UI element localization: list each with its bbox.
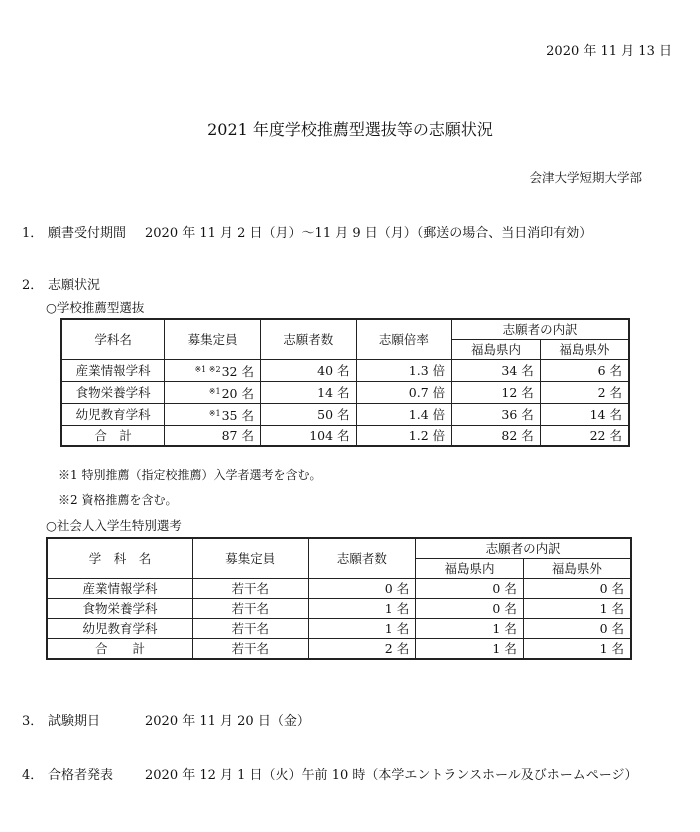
document-title: 2021 年度学校推薦型選抜等の志願状況	[207, 120, 493, 139]
cell-dept: 幼児教育学科	[61, 404, 165, 426]
footnote-1: ※1 特別推薦（指定校推薦）入学者選考を含む。	[58, 468, 322, 482]
cell-out-pref: 6 名	[540, 360, 629, 382]
section-value: 2020 年 11 月 2 日（月）～11 月 9 日（月）（郵送の場合、当日消印有効）	[145, 226, 593, 241]
cell-applicants: 1 名	[308, 619, 416, 639]
section-application-status	[22, 274, 100, 293]
cell-out-pref: 22 名	[540, 426, 629, 447]
table-row	[47, 599, 631, 619]
cell-ratio: 1.2 倍	[356, 426, 452, 447]
section-number: 1．	[22, 226, 44, 241]
cell-ratio: 1.4 倍	[356, 404, 452, 426]
cell-out-pref: 0 名	[523, 619, 631, 639]
header-dept: 学 科 名	[47, 538, 193, 579]
cell-dept: 産業情報学科	[61, 360, 165, 382]
cell-capacity: 若干名	[193, 619, 309, 639]
cell-dept: 産業情報学科	[47, 579, 193, 599]
header-dept: 学科名	[61, 319, 165, 360]
header-breakdown: 志願者の内訳	[416, 538, 631, 559]
cell-in-pref: 12 名	[452, 382, 541, 404]
cell-capacity-value: 32 名	[221, 364, 254, 379]
section-application-period	[22, 222, 682, 241]
cell-in-pref: 1 名	[416, 639, 524, 660]
cell-capacity	[165, 382, 261, 404]
cell-applicants: 2 名	[308, 639, 416, 660]
cell-ratio: 0.7 倍	[356, 382, 452, 404]
cell-capacity-value: 35 名	[221, 408, 254, 423]
cell-capacity	[165, 360, 261, 382]
cell-capacity	[165, 404, 261, 426]
cell-dept: 合 計	[47, 639, 193, 660]
table-row	[47, 619, 631, 639]
cell-out-pref: 1 名	[523, 599, 631, 619]
cell-out-pref: 14 名	[540, 404, 629, 426]
cell-ratio: 1.3 倍	[356, 360, 452, 382]
header-applicants: 志願者数	[260, 319, 356, 360]
footnote-2: ※2 資格推薦を含む。	[58, 493, 178, 507]
cell-applicants: 1 名	[308, 599, 416, 619]
cell-capacity: 87 名	[165, 426, 261, 447]
cell-capacity: 若干名	[193, 639, 309, 660]
cell-applicants: 104 名	[260, 426, 356, 447]
section-number: 4．	[22, 768, 44, 783]
section-number: 3．	[22, 714, 44, 729]
cell-applicants: 40 名	[260, 360, 356, 382]
table1-caption: ○学校推薦型選抜	[46, 300, 145, 315]
document-date: 2020 年 11 月 13 日	[546, 44, 672, 59]
header-capacity: 募集定員	[193, 538, 309, 579]
header-ratio: 志願倍率	[356, 319, 452, 360]
section-value: 2020 年 12 月 1 日（火）午前 10 時（本学エントランスホール及びホームページ）	[145, 768, 638, 783]
header-out-pref: 福島県外	[523, 559, 631, 579]
footnote-mark: ※1	[208, 387, 221, 396]
table-row	[61, 360, 629, 382]
section-value: 2020 年 11 月 20 日（金）	[145, 714, 310, 729]
header-capacity: 募集定員	[165, 319, 261, 360]
table-row	[61, 404, 629, 426]
section-label: 願書受付期間	[48, 226, 127, 241]
cell-in-pref: 34 名	[452, 360, 541, 382]
cell-in-pref: 0 名	[416, 599, 524, 619]
cell-applicants: 0 名	[308, 579, 416, 599]
footnote-mark: ※1 ※2	[194, 365, 221, 374]
cell-capacity-value: 20 名	[221, 386, 254, 401]
section-exam-date	[22, 710, 682, 729]
header-breakdown: 志願者の内訳	[452, 319, 629, 340]
header-in-pref: 福島県内	[452, 340, 541, 360]
cell-dept: 合 計	[61, 426, 165, 447]
section-label: 試験期日	[48, 714, 101, 729]
cell-dept: 幼児教育学科	[47, 619, 193, 639]
cell-out-pref: 1 名	[523, 639, 631, 660]
cell-in-pref: 0 名	[416, 579, 524, 599]
cell-capacity: 若干名	[193, 579, 309, 599]
cell-in-pref: 82 名	[452, 426, 541, 447]
cell-applicants: 14 名	[260, 382, 356, 404]
working-adult-table	[46, 537, 632, 660]
cell-dept: 食物栄養学科	[47, 599, 193, 619]
table-row-total	[61, 426, 629, 447]
school-recommendation-table	[60, 318, 630, 447]
organization-name: 会津大学短期大学部	[529, 170, 642, 185]
table-row	[47, 579, 631, 599]
cell-in-pref: 1 名	[416, 619, 524, 639]
table-row	[61, 382, 629, 404]
header-applicants: 志願者数	[308, 538, 416, 579]
table-row-total	[47, 639, 631, 660]
header-out-pref: 福島県外	[540, 340, 629, 360]
section-label: 合格者発表	[48, 768, 114, 783]
cell-dept: 食物栄養学科	[61, 382, 165, 404]
cell-capacity: 若干名	[193, 599, 309, 619]
cell-in-pref: 36 名	[452, 404, 541, 426]
cell-out-pref: 2 名	[540, 382, 629, 404]
header-in-pref: 福島県内	[416, 559, 524, 579]
cell-applicants: 50 名	[260, 404, 356, 426]
section-result-announcement	[22, 764, 682, 783]
footnote-mark: ※1	[208, 409, 221, 418]
section-number: 2．	[22, 278, 44, 293]
cell-out-pref: 0 名	[523, 579, 631, 599]
table2-caption: ○社会人入学生特別選考	[46, 518, 182, 533]
section-label: 志願状況	[48, 278, 101, 293]
